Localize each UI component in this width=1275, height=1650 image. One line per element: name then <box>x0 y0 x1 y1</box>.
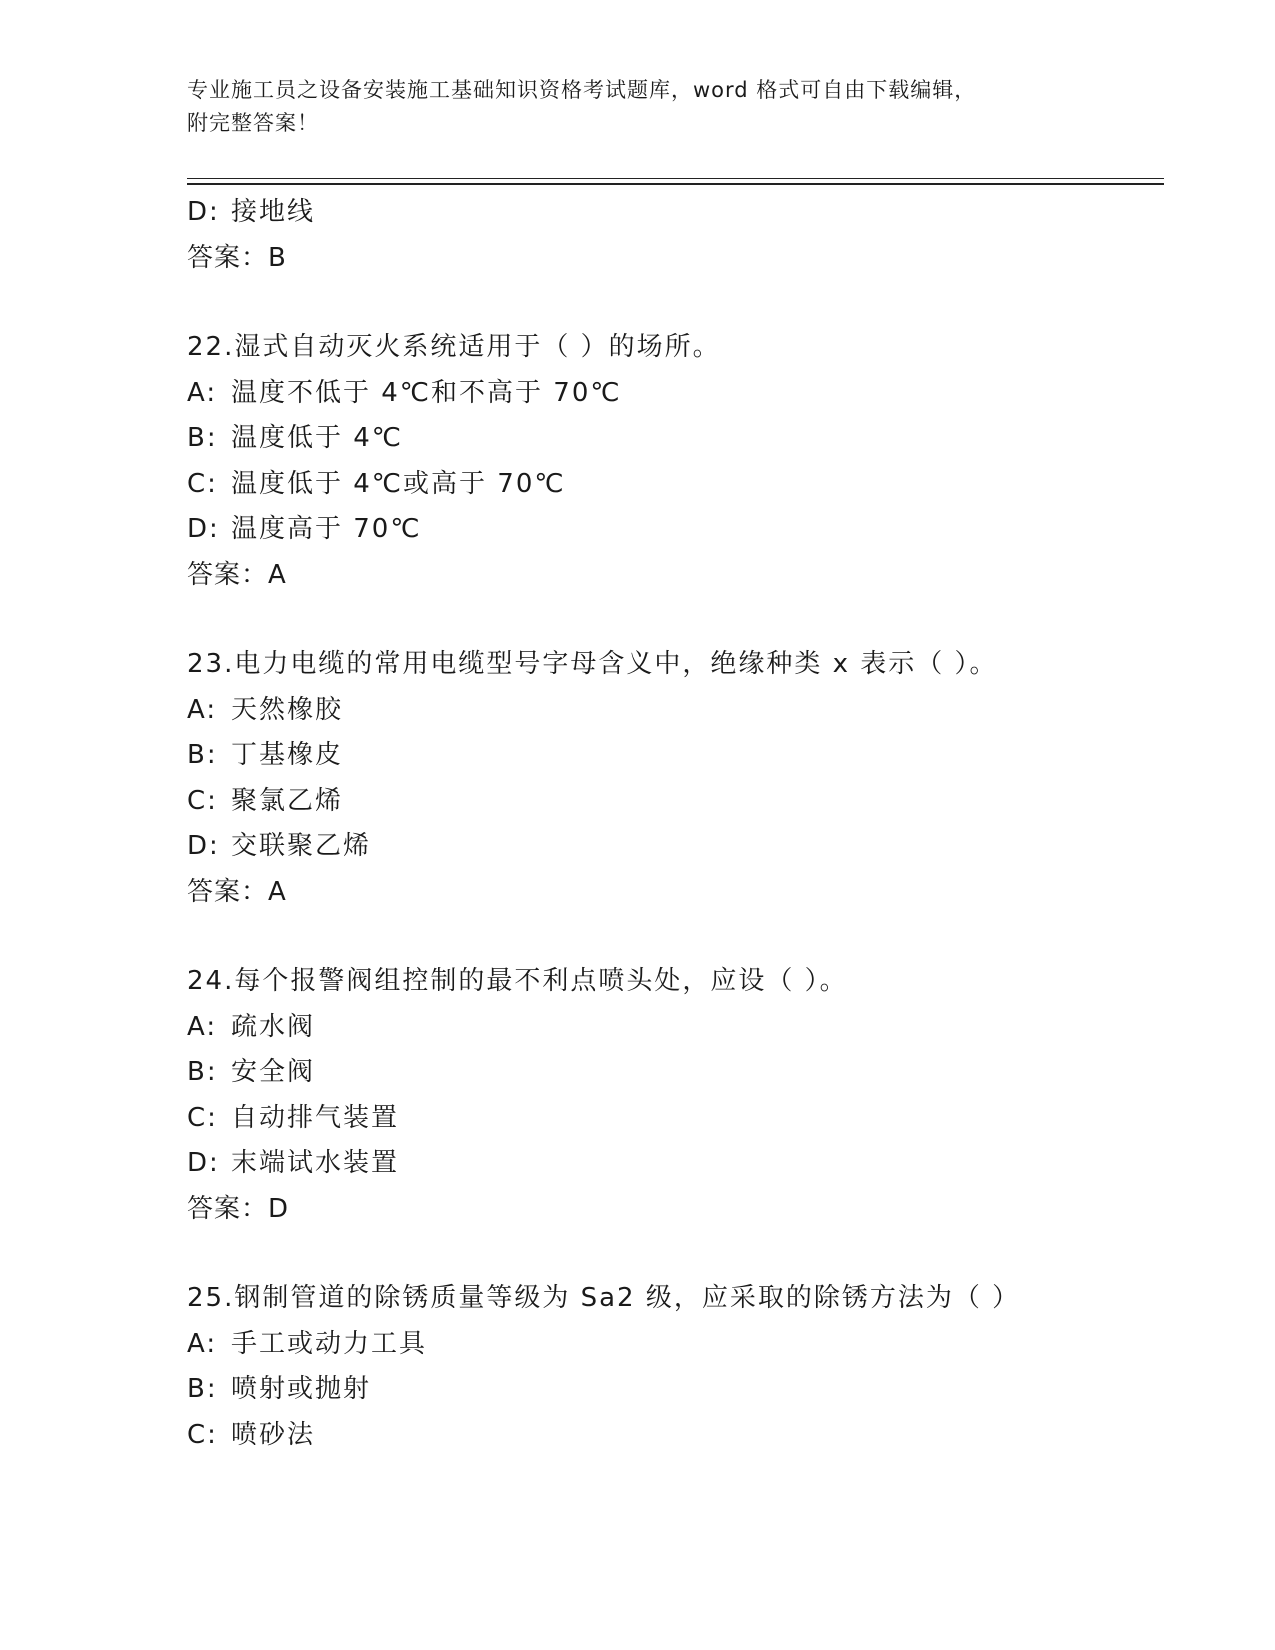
option-c <box>187 1096 1167 1142</box>
option-d <box>187 507 1167 553</box>
question-title: 23.电力电缆的常用电缆型号字母含义中，绝缘种类 x 表示（ ）。 <box>187 649 998 679</box>
option-text: 末端试水装置 <box>231 1148 400 1178</box>
answer: 答案：A <box>187 559 287 590</box>
option-c <box>187 462 1167 508</box>
option-c <box>187 779 1167 825</box>
option-text: 接地线 <box>231 197 316 227</box>
option-text: 疏水阀 <box>231 1011 316 1042</box>
option-d <box>187 1141 1167 1187</box>
option-d <box>187 190 1167 236</box>
option-letter: D: <box>187 1148 220 1178</box>
option-text: 喷砂法 <box>231 1419 316 1450</box>
option-d <box>187 824 1167 870</box>
option-text: 聚氯乙烯 <box>231 785 344 816</box>
header-divider <box>187 178 1164 185</box>
option-letter: D: <box>187 831 220 861</box>
option-letter: A: <box>187 377 218 408</box>
option-a <box>187 1322 1167 1368</box>
option-b <box>187 1050 1167 1096</box>
question-25 <box>187 1276 1167 1458</box>
option-letter: B: <box>187 1057 218 1087</box>
option-text: 温度不低于 4℃和不高于 70℃ <box>231 377 622 408</box>
question-24 <box>187 959 1167 1232</box>
page-header <box>187 74 1087 140</box>
option-text: 手工或动力工具 <box>231 1328 428 1359</box>
option-text: 温度低于 4℃或高于 70℃ <box>231 468 566 499</box>
option-letter: D: <box>187 197 220 227</box>
option-text: 温度低于 4℃ <box>231 423 404 453</box>
option-letter: B: <box>187 1374 218 1404</box>
header-title-line-2: 附完整答案！ <box>187 111 319 135</box>
option-letter: C: <box>187 1419 218 1450</box>
question-title: 22.湿式自动灭火系统适用于（ ）的场所。 <box>187 332 721 362</box>
option-letter: A: <box>187 694 218 725</box>
option-text: 自动排气装置 <box>231 1102 400 1133</box>
answer: 答案：A <box>187 876 287 907</box>
option-b <box>187 733 1167 779</box>
question-title: 25.钢制管道的除锈质量等级为 Sa2 级，应采取的除锈方法为（ ） <box>187 1283 1021 1313</box>
option-text: 丁基橡皮 <box>231 740 344 770</box>
option-letter: C: <box>187 785 218 816</box>
option-a <box>187 371 1167 417</box>
option-b <box>187 416 1167 462</box>
option-text: 喷射或抛射 <box>231 1374 372 1404</box>
option-letter: C: <box>187 1102 218 1133</box>
question-22 <box>187 325 1167 598</box>
option-text: 温度高于 70℃ <box>231 514 422 544</box>
answer: 答案：D <box>187 1193 290 1224</box>
option-letter: A: <box>187 1011 218 1042</box>
question-list <box>187 190 1167 1458</box>
option-text: 安全阀 <box>231 1057 316 1087</box>
question-title: 24.每个报警阀组控制的最不利点喷头处，应设（ ）。 <box>187 966 848 996</box>
option-letter: B: <box>187 423 218 453</box>
header-title-line-1: 专业施工员之设备安装施工基础知识资格考试题库，word 格式可自由下载编辑， <box>187 78 977 102</box>
question-21 <box>187 190 1167 281</box>
question-23 <box>187 642 1167 915</box>
option-b <box>187 1367 1167 1413</box>
option-c <box>187 1413 1167 1459</box>
option-text: 天然橡胶 <box>231 694 344 725</box>
option-text: 交联聚乙烯 <box>231 831 372 861</box>
option-letter: B: <box>187 740 218 770</box>
answer: 答案：B <box>187 242 287 273</box>
option-a <box>187 688 1167 734</box>
option-a <box>187 1005 1167 1051</box>
option-letter: C: <box>187 468 218 499</box>
option-letter: A: <box>187 1328 218 1359</box>
option-letter: D: <box>187 514 220 544</box>
